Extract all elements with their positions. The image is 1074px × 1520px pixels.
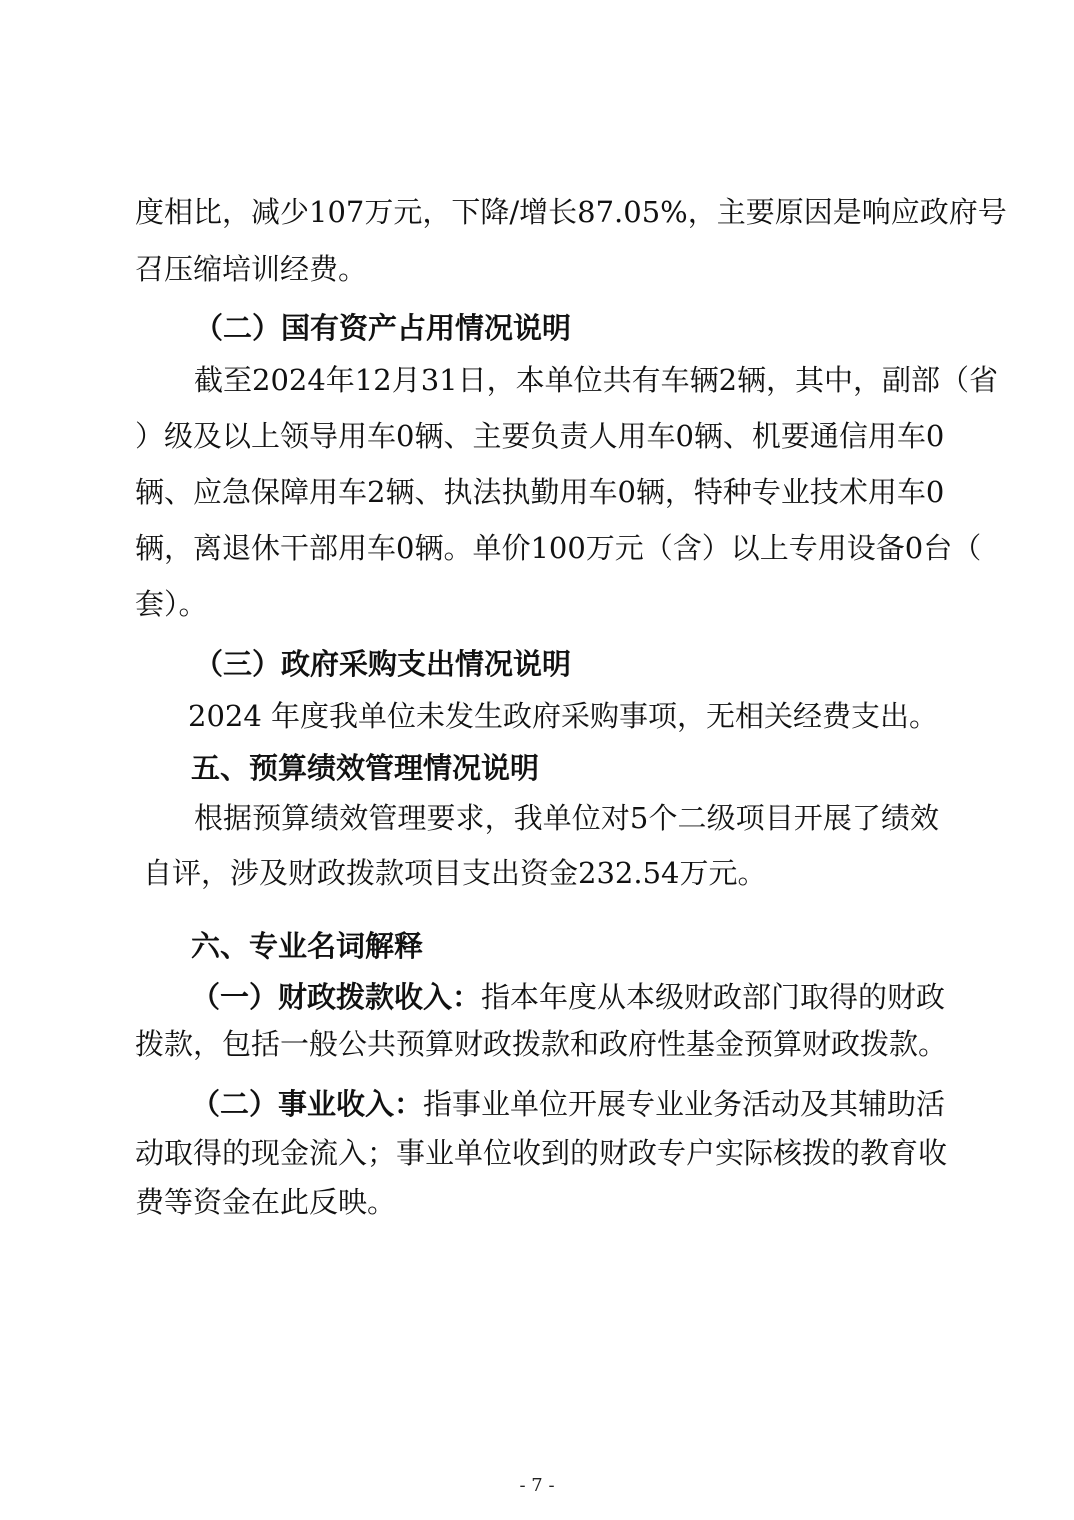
body-text-line: 套）。 <box>135 587 208 621</box>
definition-text: 指事业单位开展专业业务活动及其辅助活 <box>423 1087 946 1121</box>
body-text-line: 辆、应急保障用车2辆、执法执勤用车0辆，特种专业技术用车0 <box>135 475 945 509</box>
definition-line <box>191 1086 946 1122</box>
section-heading: 五、预算绩效管理情况说明 <box>191 751 540 785</box>
subsection-heading: （二）国有资产占用情况说明 <box>194 311 572 345</box>
body-text-line: ）级及以上领导用车0辆、主要负责人用车0辆、机要通信用车0 <box>135 419 945 453</box>
definition-term: （二）事业收入： <box>191 1087 424 1121</box>
body-text-line: 2024 年度我单位未发生政府采购事项，无相关经费支出。 <box>188 699 939 733</box>
definition-term: （一）财政拨款收入： <box>191 980 482 1014</box>
body-text-line: 拨款，包括一般公共预算财政拨款和政府性基金预算财政拨款。 <box>135 1027 948 1061</box>
subsection-heading: （三）政府采购支出情况说明 <box>194 647 572 681</box>
definition-text: 指本年度从本级财政部门取得的财政 <box>481 980 946 1014</box>
page-number: - 7 - <box>519 1475 555 1496</box>
body-text-line: 动取得的现金流入；事业单位收到的财政专户实际核拨的教育收 <box>135 1136 948 1170</box>
body-text-line: 召压缩培训经费。 <box>135 252 368 286</box>
body-text-line: 度相比，减少107万元，下降/增长87.05%，主要原因是响应政府号 <box>135 195 1007 229</box>
section-heading: 六、专业名词解释 <box>191 929 424 963</box>
body-text-line: 自评，涉及财政拨款项目支出资金232.54万元。 <box>143 856 767 890</box>
body-text-line: 辆，离退休干部用车0辆。单价100万元（含）以上专用设备0台（ <box>135 531 982 565</box>
definition-line <box>191 979 946 1015</box>
body-text-line: 截至2024年12月31日，本单位共有车辆2辆，其中，副部（省 <box>194 363 999 397</box>
body-text-line: 根据预算绩效管理要求，我单位对5个二级项目开展了绩效 <box>194 801 939 835</box>
body-text-line: 费等资金在此反映。 <box>135 1185 397 1219</box>
